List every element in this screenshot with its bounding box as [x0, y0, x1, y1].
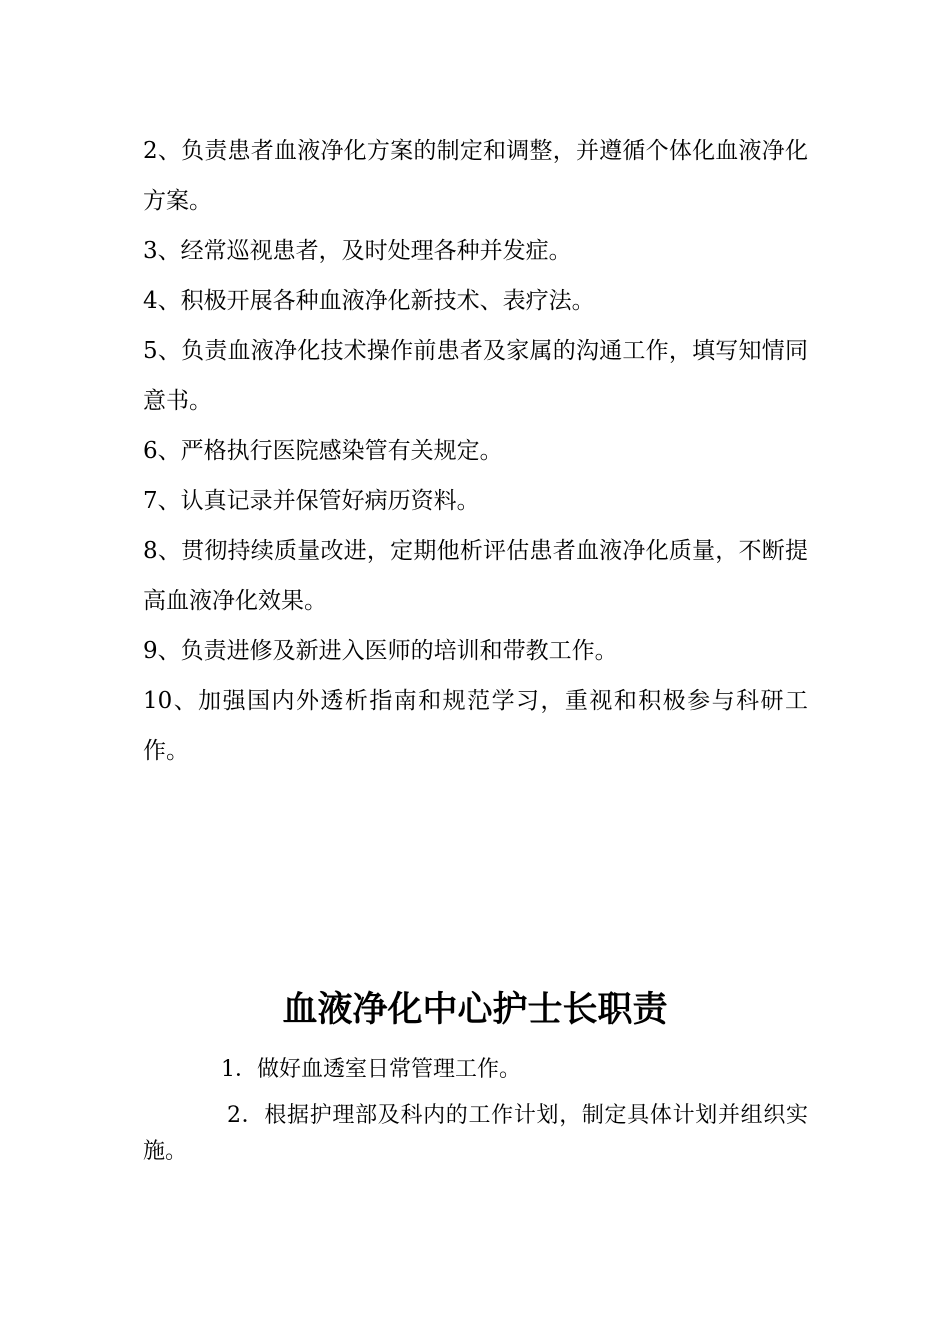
duty-item-8: 8、贯彻持续质量改进，定期他析评估患者血液净化质量，不断提高血液净化效果。	[143, 538, 808, 614]
nurse-duty-item-1: 1．做好血透室日常管理工作。	[221, 1057, 521, 1082]
duty-item-9: 9、负责进修及新进入医师的培训和带教工作。	[143, 638, 618, 664]
duty-item-7: 7、认真记录并保管好病历资料。	[143, 488, 480, 514]
duty-item-4: 4、积极开展各种血液净化新技术、表疗法。	[143, 288, 595, 314]
duty-item-10: 10、加强国内外透析指南和规范学习，重视和积极参与科研工作。	[143, 688, 808, 764]
duty-item-2: 2、负责患者血液净化方案的制定和调整，并遵循个体化血液净化方案。	[143, 138, 808, 214]
duty-item-3: 3、经常巡视患者，及时处理各种并发症。	[143, 238, 572, 264]
duty-item-6: 6、严格执行医院感染管有关规定。	[143, 438, 503, 464]
nurse-duty-item-2: 2．根据护理部及科内的工作计划，制定具体计划并组织实施。	[143, 1103, 808, 1164]
section-title: 血液净化中心护士长职责	[282, 990, 668, 1030]
duty-item-5: 5、负责血液净化技术操作前患者及家属的沟通工作，填写知情同意书。	[143, 338, 808, 414]
